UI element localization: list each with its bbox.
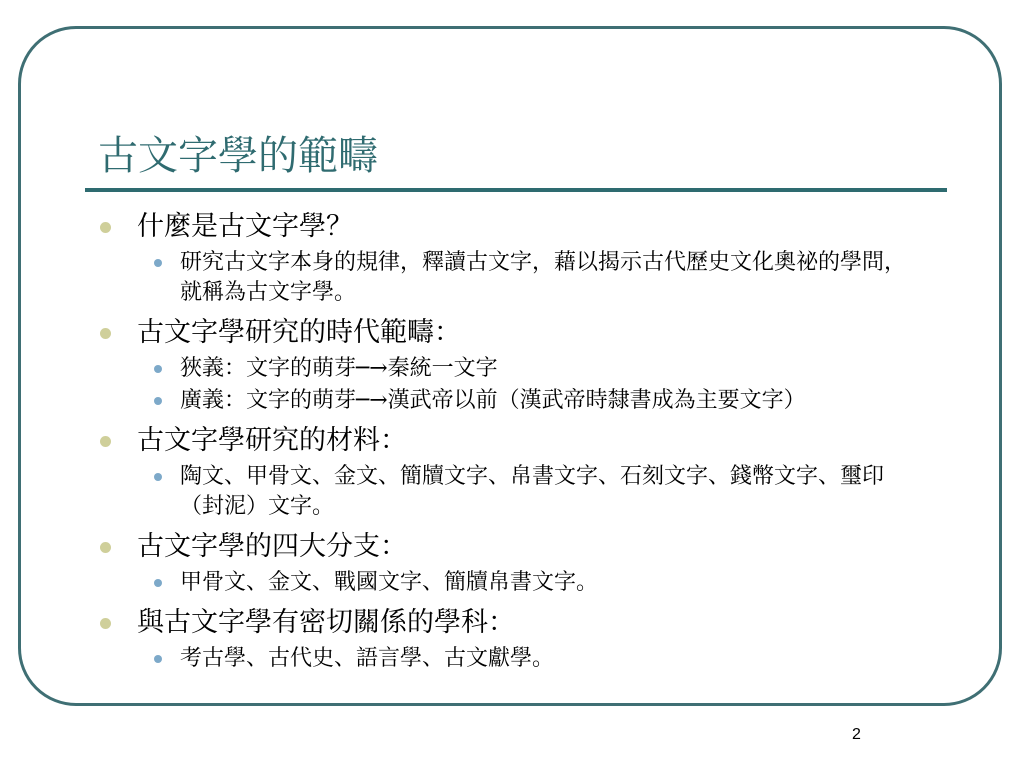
bullet-dot-icon <box>100 436 111 447</box>
sub-bullet-dot-icon <box>154 397 162 405</box>
bullet-item <box>100 422 930 460</box>
sub-bullet-text: 狹義：文字的萌芽─→秦統一文字 <box>180 356 498 381</box>
title-underline <box>85 188 947 192</box>
sub-bullet-item <box>180 568 920 598</box>
bullet-item <box>100 604 930 642</box>
bullet-dot-icon <box>100 618 111 629</box>
sub-bullet-item <box>180 644 920 674</box>
bullet-item <box>100 208 930 246</box>
sub-bullet-item <box>180 248 920 308</box>
sub-bullet-text: 甲骨文、金文、戰國文字、簡牘帛書文字。 <box>180 570 599 595</box>
slide-body <box>100 208 930 674</box>
sub-bullet-item <box>180 462 920 522</box>
bullet-dot-icon <box>100 542 111 553</box>
page-number: 2 <box>852 726 861 743</box>
sub-bullet-dot-icon <box>154 655 162 663</box>
bullet-text: 古文字學的四大分支： <box>137 531 407 562</box>
slide-title: 古文字學的範疇 <box>98 133 378 179</box>
bullet-text: 古文字學研究的材料： <box>137 425 407 456</box>
sub-bullet-text: 陶文、甲骨文、金文、簡牘文字、帛書文字、石刻文字、錢幣文字、璽印（封泥）文字。 <box>180 464 885 519</box>
bullet-text: 古文字學研究的時代範疇： <box>137 317 461 348</box>
bullet-text: 與古文字學有密切關係的學科： <box>137 607 515 638</box>
sub-bullet-item <box>180 354 920 384</box>
sub-bullet-dot-icon <box>154 473 162 481</box>
sub-bullet-dot-icon <box>154 579 162 587</box>
bullet-dot-icon <box>100 222 111 233</box>
sub-bullet-dot-icon <box>154 259 162 267</box>
sub-bullet-text: 研究古文字本身的規律，釋讀古文字，藉以揭示古代歷史文化奧祕的學問，就稱為古文字學。 <box>180 250 907 305</box>
bullet-text: 什麼是古文字學？ <box>137 211 353 242</box>
bullet-item <box>100 528 930 566</box>
sub-bullet-dot-icon <box>154 365 162 373</box>
sub-bullet-text: 廣義：文字的萌芽─→漢武帝以前（漢武帝時隸書成為主要文字） <box>180 388 806 413</box>
bullet-item <box>100 314 930 352</box>
bullet-dot-icon <box>100 328 111 339</box>
sub-bullet-item <box>180 386 920 416</box>
sub-bullet-text: 考古學、古代史、語言學、古文獻學。 <box>180 646 555 671</box>
